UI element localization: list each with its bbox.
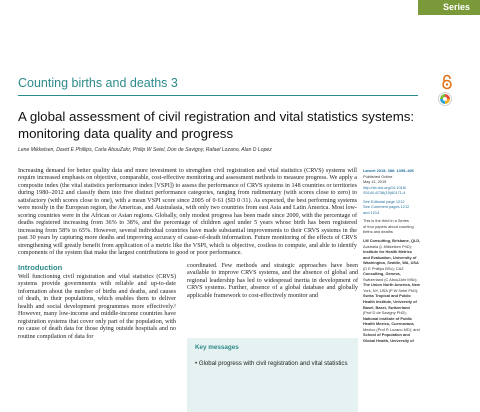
body-right-column: coordinated. Few methods and strategic approaches have been available to improve CRVS systems, and the absence of global and regional leadership has led to widespread inertia in development of CRVS systems. Further, absence of a global database and globally applicable framework to cost-effectively monitor and: [187, 263, 358, 299]
affiliation-line: Health Mexico, Cuernavaca,: [363, 321, 415, 327]
affiliation-line: Mexico (Prof R Lozano MD); and: [363, 326, 420, 332]
affiliation-line: Institute for Health Metrics: [363, 249, 413, 255]
affiliation-line: Australia (L Mikkelsen PhD);: [363, 243, 412, 249]
crossmark-icon[interactable]: [438, 92, 452, 106]
intro-heading: Introduction: [18, 263, 63, 272]
affiliation-line: Swiss Tropical and Public: [363, 293, 411, 299]
open-access-icon[interactable]: [441, 74, 453, 90]
series-tab: [418, 0, 480, 15]
series-note-2: of four papers about counting: [363, 223, 414, 229]
article-sidebar: [363, 168, 477, 343]
kicker-rule: [18, 95, 418, 96]
see-comment-link-2[interactable]: and 1214: [363, 209, 380, 215]
journal-reference: Lancet 2015; 386: 1395–406: [363, 168, 414, 173]
affiliation-line: Health Institute, University of: [363, 299, 417, 305]
series-note-1: This is the third in a Series: [363, 218, 409, 224]
affiliation-line: School of Population and: [363, 332, 410, 338]
affiliation-line: Switzerland (C AbouZahr MSc);: [363, 276, 418, 282]
affiliation-line: (Prof D de Savigny PhD);: [363, 310, 407, 316]
key-messages-heading: Key messages: [195, 344, 239, 351]
series-label: Series: [442, 2, 470, 12]
affiliation-line: (D E Phillips BSc); CAZ: [363, 265, 404, 271]
intro-body: Well functioning civil registration and vital statistics (CRVS) systems provide governments with reliable and up-to-date information about the number of births and deaths, and causes of death, in their populations, which enables them to deliver health and social development programmes more effectively.¹ However, many low-income and middle-income countries have registration systems that cover only part of the population, with no cause of death data for those dying outside hospitals and no routine compilation of data for: [18, 274, 176, 340]
affiliation-line: National Institute of Public: [363, 315, 413, 321]
doi-link-2[interactable]: S0140-6736(15)60171-4: [363, 190, 406, 196]
affiliation-line: Basel, Basel, Switzerland: [363, 304, 410, 310]
article-title: A global assessment of civil registration and vital statistics systems: monitoring data quality and progress: [18, 109, 415, 141]
key-messages-box: [187, 338, 358, 412]
published-online: Published Online: [363, 173, 393, 179]
page-header: [0, 0, 480, 14]
key-message-text: Global progress with civil registration and vital statistics: [198, 360, 348, 367]
affiliation-line: and Evaluation, University of: [363, 254, 417, 260]
intro-column: [18, 263, 176, 341]
affiliation-line: Washington, Seattle, WA, USA: [363, 260, 419, 266]
affiliation-line: Consulting, Geneva,: [363, 271, 401, 277]
see-comment-link[interactable]: See Comment pages 1212: [363, 204, 410, 210]
affiliation-line: York, NY, USA (P W Setel PhD);: [363, 287, 419, 293]
see-editorial-link[interactable]: See Editorial page 1212: [363, 198, 405, 204]
author-list: Lene Mikkelsen, David E Phillips, Carla AbouZahr, Philip W Setel, Don de Savigny, Rafael Lozano, Alan D Lopez: [18, 147, 272, 153]
affiliation-line: Global Health, University of: [363, 337, 414, 343]
affiliation-line: LM Consulting, Brisbane, QLD,: [363, 238, 421, 244]
affiliation-line: The Union North America, New: [363, 282, 420, 288]
abstract: Increasing demand for better quality data and more investment to strengthen civil registration and vital statistics (CRVS) systems will require increased emphasis on objective, comparable, cost-effective monitoring and assessment methods to measure progress. We apply a composite index (the vital statistics performance index [VSPI]) to assess the performance of CRVS systems in 148 countries or territories during 1980–2012 and classify them into five distinct performance categories, ranging from rudimentary (with scores close to zero) to satisfactory (with scores close to one), with a mean VSPI score since 2005 of 0·61 (SD 0·31). As expected, the best performing systems were mostly in the European region, the Americas, and Australasia, with only two countries from east Asia and Latin America. Most low-scoring countries were in the African or Asian regions. Globally, only modest progress has been made since 2000, with the percentage of deaths registered increasing from 36% to 38%, and the percentage of children aged under 5 years whose birth has been registered increasing from 58% to 65%. However, several individual countries have made substantial improvements to their CRVS systems in the past 30 years by capturing more deaths and improving accuracy of cause-of-death information. Future monitoring of the effects of CRVS strengthening will greatly benefit from application of a metric like the VSPI, which is objective, costless to compute, and able to identify components of the system that make the largest contributions to good or poor performance.: [18, 168, 357, 256]
key-message-bullet: • Global progress with civil registration and vital statistics: [195, 360, 348, 367]
series-note-3: births and deaths: [363, 229, 393, 235]
doi-link[interactable]: http://dx.doi.org/10.1016/: [363, 184, 407, 190]
series-kicker: Counting births and deaths 3: [18, 76, 178, 90]
publish-date: May 11, 2015: [363, 179, 387, 185]
